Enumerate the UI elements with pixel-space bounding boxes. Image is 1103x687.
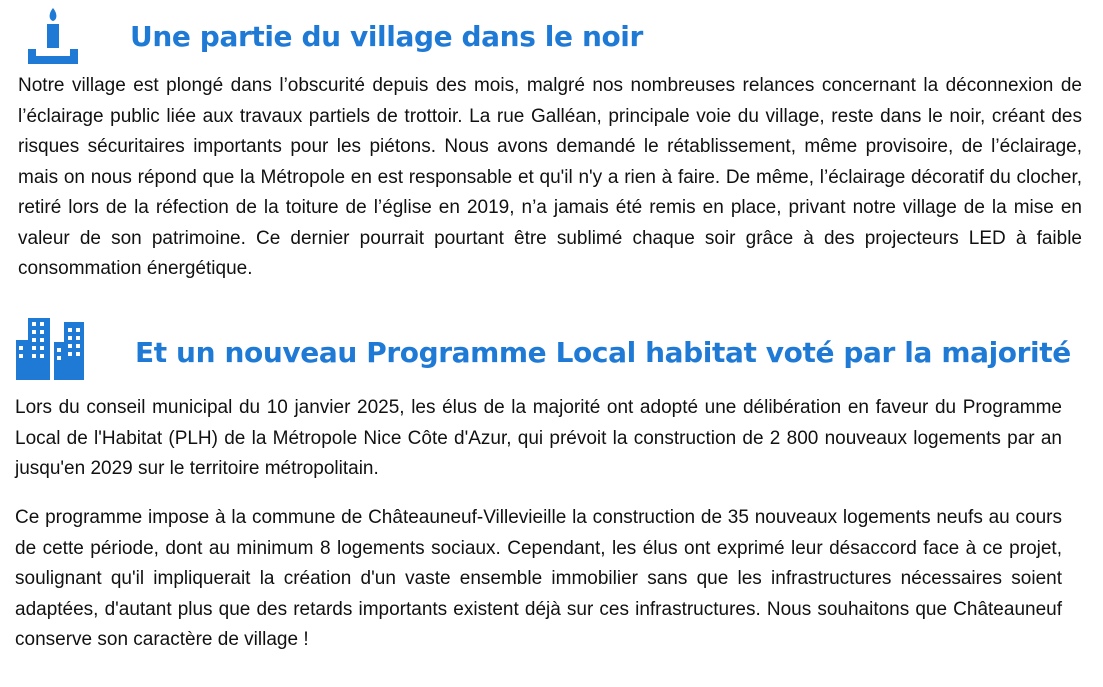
section-2-title: Et un nouveau Programme Local habitat voté par la majorité: [135, 336, 1071, 369]
section-1-paragraph: Notre village est plongé dans l’obscurité depuis des mois, malgré nos nombreuses relances concernant la déconnexion de l’éclairage public liée aux travaux partiels de trottoir. La rue Galléan, principale voie du village, reste dans le noir, créant des risques sécuritaires importants pour les piétons. Nous avons demandé le rétablissement, même provisoire, de l’éclairage, mais on nous répond que la Métropole en est responsable et qu'il n'y a rien à faire. De même, l’éclairage décoratif du clocher, retiré lors de la réfection de la toiture de l’église en 2019, n’a jamais été remis en place, privant notre village de la mise en valeur de son patrimoine. Ce dernier pourrait pourtant être sublimé chaque soir grâce à des projecteurs LED à faible consommation énergétique.: [18, 75, 1082, 279]
buildings-icon: [16, 318, 86, 380]
candle-icon: [25, 6, 81, 68]
section-2-paragraph-1: Lors du conseil municipal du 10 janvier 2025, les élus de la majorité ont adopté une délibération en faveur du Programme Local de l'Habitat (PLH) de la Métropole Nice Côte d'Azur, qui prévoit la construction de 2 800 nouveaux logements par an jusqu'en 2029 sur le territoire métropolitain.: [15, 397, 1062, 479]
section-1-title: Une partie du village dans le noir: [130, 20, 643, 53]
section-2-paragraph-2: Ce programme impose à la commune de Châteauneuf-Villevieille la construction de 35 nouveaux logements neufs au cours de cette période, dont au minimum 8 logements sociaux. Cependant, les élus ont exprimé leur désaccord face à ce projet, soulignant qu'il impliquerait la création d'un vaste ensemble immobilier sans que les infrastructures nécessaires soient adaptées, d'autant plus que des retards importants existent déjà sur ces infrastructures. Nous souhaitons que Châteauneuf conserve son caractère de village !: [15, 507, 1062, 650]
